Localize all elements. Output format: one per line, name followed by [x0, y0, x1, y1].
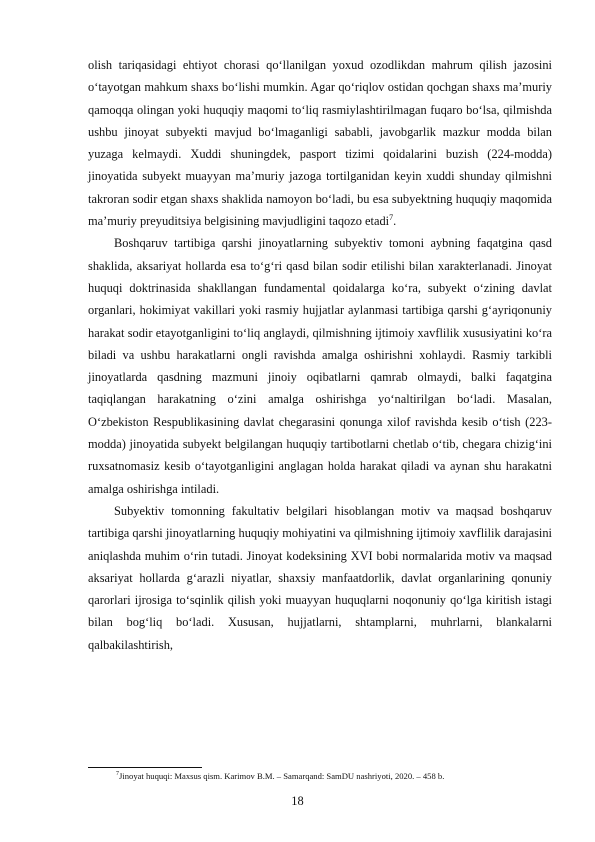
body-text: [88, 54, 552, 656]
footnote-text: Jinoyat huquqi: Maxsus qism. Karimov B.M. – Samarqand: SamDU nashriyoti, 2020. – 458 b.: [119, 771, 445, 781]
paragraph-3: Subyektiv tomonning fakultativ belgilari hisoblangan motiv va maqsad boshqaruv tartibiga qarshi jinoyatlarning huquqiy mohiyatini va qilmishning ijtimoiy xavflilik darajasini aniqlashda muhim o‘rin tutadi. Jinoyat kodeksining XVI bobi normalarida motiv va maqsad aksariyat hollarda g‘arazli niyatlar, shaxsiy manfaatdorlik, davlat organlarining qonuniy qarorlari ijrosiga to‘sqinlik qilish yoki muayyan huquqlarni noqonuniy qo‘lga kiritish istagi bilan bog‘liq bo‘ladi. Xususan, hujjatlarni, shtamplarni, muhrlarni, blankalarni qalbakilashtirish,: [88, 503, 552, 652]
footnote-separator: [88, 767, 202, 768]
footnote-number: 7: [116, 771, 119, 778]
paragraph-1: [88, 54, 552, 232]
paragraph-1-text: olish tariqasidagi ehtiyot chorasi qo‘llanilgan yoxud ozodlikdan mahrum qilish jazosini o‘tayotgan mahkum shaxs bo‘lishi mumkin. Agar qo‘riqlov ostidan qochgan shaxs ma’muriy qamoqqa olingan yoki huquqiy maqomi to‘liq rasmiylashtirilmagan fuqaro bo‘lsa, qilmishda ushbu jinoyat subyekti mavjud bo‘lmaganligi sababli, javobgarlik mazkur modda bilan yuzaga kelmaydi. Xuddi shuningdek, pasport tizimi qoidalarini buzish (224-modda) jinoyatida subyekt muayyan ma’muriy jazoga tortilganidan keyin xuddi shunday qilmishni takroran sodir etgan shaxs shaklida namoyon bo‘ladi, bu esa subyektning huquqiy maqomida ma’muriy preyuditsiya belgisining mavjudligini taqozo etadi: [88, 58, 552, 229]
footnote: [116, 771, 556, 782]
paragraph-2: Boshqaruv tartibiga qarshi jinoyatlarning subyektiv tomoni aybning faqatgina qasd shaklida, aksariyat hollarda esa to‘g‘ri qasd bilan sodir etilishi bilan xarakterlanadi. Jinoyat huquqi doktrinasida shakllangan fundamental qoidalarga ko‘ra, subyekt o‘zining davlat organlari, hokimiyat vakillari yoki rasmiy hujjatlar aylanmasi tartibiga qarshi g‘ayriqonuniy harakat sodir etayotganligini to‘liq anglaydi, qilmishning ijtimoiy xavflilik xususiyatini ko‘ra biladi va ushbu harakatlarni ongli ravishda amalga oshirishni xohlaydi. Rasmiy tarkibli jinoyatlarda qasdning mazmuni jinoiy oqibatlarni qamrab olmaydi, balki faqatgina taqiqlangan harakatning o‘zini amalga oshirishga yo‘naltirilgan bo‘ladi. Masalan, O‘zbekiston Respublikasining davlat chegarasini qonunga xilof ravishda kesib o‘tish (223-modda) jinoyatida subyekt belgilangan huquqiy tartibotlarni chetlab o‘tib, chegara chizig‘ini ruxsatnomasiz kesib o‘tayotganligini anglagan holda harakat qiladi va aynan shu harakatni amalga oshirishga intiladi.: [88, 236, 552, 496]
footnote-reference[interactable]: 7: [389, 212, 394, 222]
paragraph-1-trailing: .: [393, 214, 397, 229]
page-number: 18: [291, 794, 304, 808]
